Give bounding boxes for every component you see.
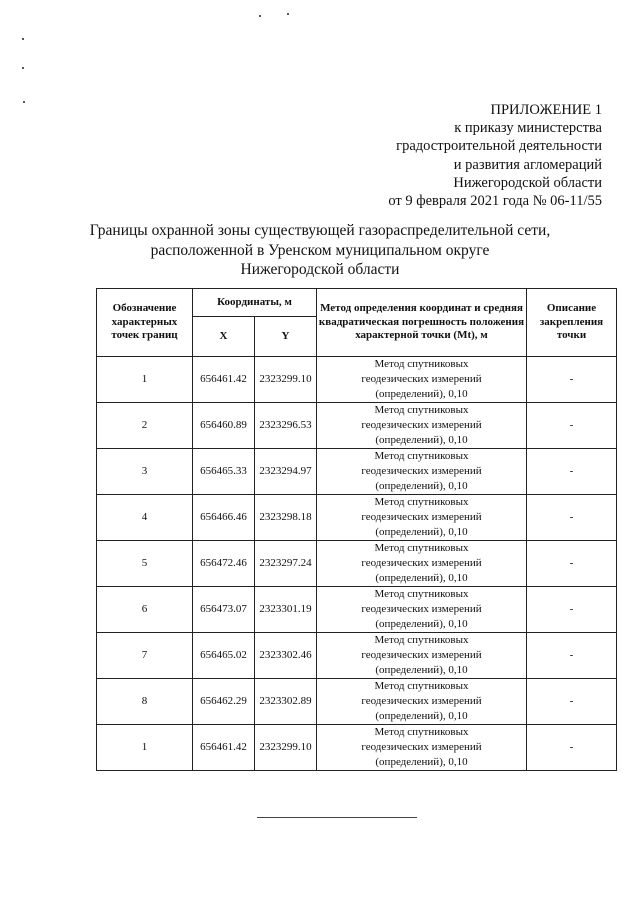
cell-y: 2323297.24 [255, 541, 317, 587]
cell-x: 656465.33 [193, 449, 255, 495]
annex-line: и развития агломераций [453, 156, 602, 173]
cell-point: 3 [97, 449, 193, 495]
heading-line: Нижегородской области [240, 261, 400, 278]
method-line: Метод спутниковых [374, 726, 469, 738]
method-line: геодезических измерений [361, 465, 482, 477]
cell-y: 2323301.19 [255, 587, 317, 633]
method-line: Метод спутниковых [374, 404, 469, 416]
cell-point: 1 [97, 725, 193, 771]
header-description: Описание закрепления точки [527, 289, 617, 357]
table-row [97, 541, 617, 587]
table-row [97, 633, 617, 679]
method-line: (определений), 0,10 [375, 710, 468, 722]
cell-point: 6 [97, 587, 193, 633]
table-row [97, 495, 617, 541]
method-line: геодезических измерений [361, 649, 482, 661]
cell-x: 656461.42 [193, 357, 255, 403]
method-line: (определений), 0,10 [375, 526, 468, 538]
method-line: Метод спутниковых [374, 450, 469, 462]
cell-method [317, 449, 527, 495]
method-line: (определений), 0,10 [375, 480, 468, 492]
cell-description: - [527, 403, 617, 449]
cell-x: 656460.89 [193, 403, 255, 449]
cell-description: - [527, 449, 617, 495]
method-line: Метод спутниковых [374, 588, 469, 600]
cell-description: - [527, 725, 617, 771]
method-line: геодезических измерений [361, 511, 482, 523]
method-line: (определений), 0,10 [375, 618, 468, 630]
scan-speck [22, 67, 24, 69]
cell-method [317, 725, 527, 771]
header-point: Обозначение характерных точек границ [97, 289, 193, 357]
table-row [97, 725, 617, 771]
header-x: X [193, 317, 255, 357]
cell-method [317, 633, 527, 679]
header-method: Метод определения координат и средняя квадратическая погрешность положения характерной точки (Mt), м [317, 289, 527, 357]
cell-description: - [527, 357, 617, 403]
method-line: (определений), 0,10 [375, 388, 468, 400]
method-line: геодезических измерений [361, 695, 482, 707]
cell-y: 2323299.10 [255, 725, 317, 771]
cell-y: 2323299.10 [255, 357, 317, 403]
cell-y: 2323298.18 [255, 495, 317, 541]
method-line: геодезических измерений [361, 419, 482, 431]
cell-point: 8 [97, 679, 193, 725]
scan-speck [23, 101, 25, 103]
cell-x: 656465.02 [193, 633, 255, 679]
method-line: Метод спутниковых [374, 680, 469, 692]
document-heading [0, 221, 640, 280]
cell-description: - [527, 633, 617, 679]
boundary-points-table [96, 288, 617, 771]
cell-method [317, 495, 527, 541]
table-row [97, 679, 617, 725]
cell-x: 656473.07 [193, 587, 255, 633]
cell-x: 656472.46 [193, 541, 255, 587]
annex-block [388, 101, 602, 210]
cell-method [317, 403, 527, 449]
heading-line: расположенной в Уренском муниципальном округе [150, 241, 490, 259]
method-line: (определений), 0,10 [375, 434, 468, 446]
method-line: геодезических измерений [361, 741, 482, 753]
cell-x: 656461.42 [193, 725, 255, 771]
cell-point: 1 [97, 357, 193, 403]
table-row [97, 403, 617, 449]
method-line: Метод спутниковых [374, 542, 469, 554]
cell-x: 656462.29 [193, 679, 255, 725]
method-line: Метод спутниковых [374, 634, 469, 646]
cell-y: 2323302.89 [255, 679, 317, 725]
cell-x: 656466.46 [193, 495, 255, 541]
cell-point: 7 [97, 633, 193, 679]
cell-description: - [527, 495, 617, 541]
scan-speck [22, 38, 24, 40]
method-line: геодезических измерений [361, 603, 482, 615]
cell-method [317, 679, 527, 725]
annex-order-line: от 9 февраля 2021 года № 06-11/55 [388, 193, 602, 210]
cell-point: 5 [97, 541, 193, 587]
cell-y: 2323296.53 [255, 403, 317, 449]
cell-method [317, 357, 527, 403]
cell-point: 4 [97, 495, 193, 541]
method-line: Метод спутниковых [374, 496, 469, 508]
cell-method [317, 541, 527, 587]
annex-title: ПРИЛОЖЕНИЕ 1 [490, 102, 602, 118]
table-row [97, 587, 617, 633]
footer-divider [257, 817, 417, 818]
heading-line: Границы охранной зоны существующей газораспределительной сети, [89, 222, 551, 239]
table-row [97, 449, 617, 495]
method-line: геодезических измерений [361, 557, 482, 569]
header-coordinates: Координаты, м [193, 289, 317, 317]
cell-y: 2323302.46 [255, 633, 317, 679]
method-line: (определений), 0,10 [375, 756, 468, 768]
table-row [97, 357, 617, 403]
cell-description: - [527, 679, 617, 725]
annex-line: градостроительной деятельности [396, 138, 602, 155]
method-line: (определений), 0,10 [375, 664, 468, 676]
cell-description: - [527, 587, 617, 633]
cell-description: - [527, 541, 617, 587]
annex-line: к приказу министерства [454, 120, 602, 137]
header-y: Y [255, 317, 317, 357]
annex-line: Нижегородской области [453, 174, 602, 191]
method-line: (определений), 0,10 [375, 572, 468, 584]
cell-y: 2323294.97 [255, 449, 317, 495]
method-line: геодезических измерений [361, 373, 482, 385]
scan-speck [259, 15, 261, 17]
method-line: Метод спутниковых [374, 358, 469, 370]
cell-point: 2 [97, 403, 193, 449]
scan-speck [287, 13, 289, 15]
cell-method [317, 587, 527, 633]
